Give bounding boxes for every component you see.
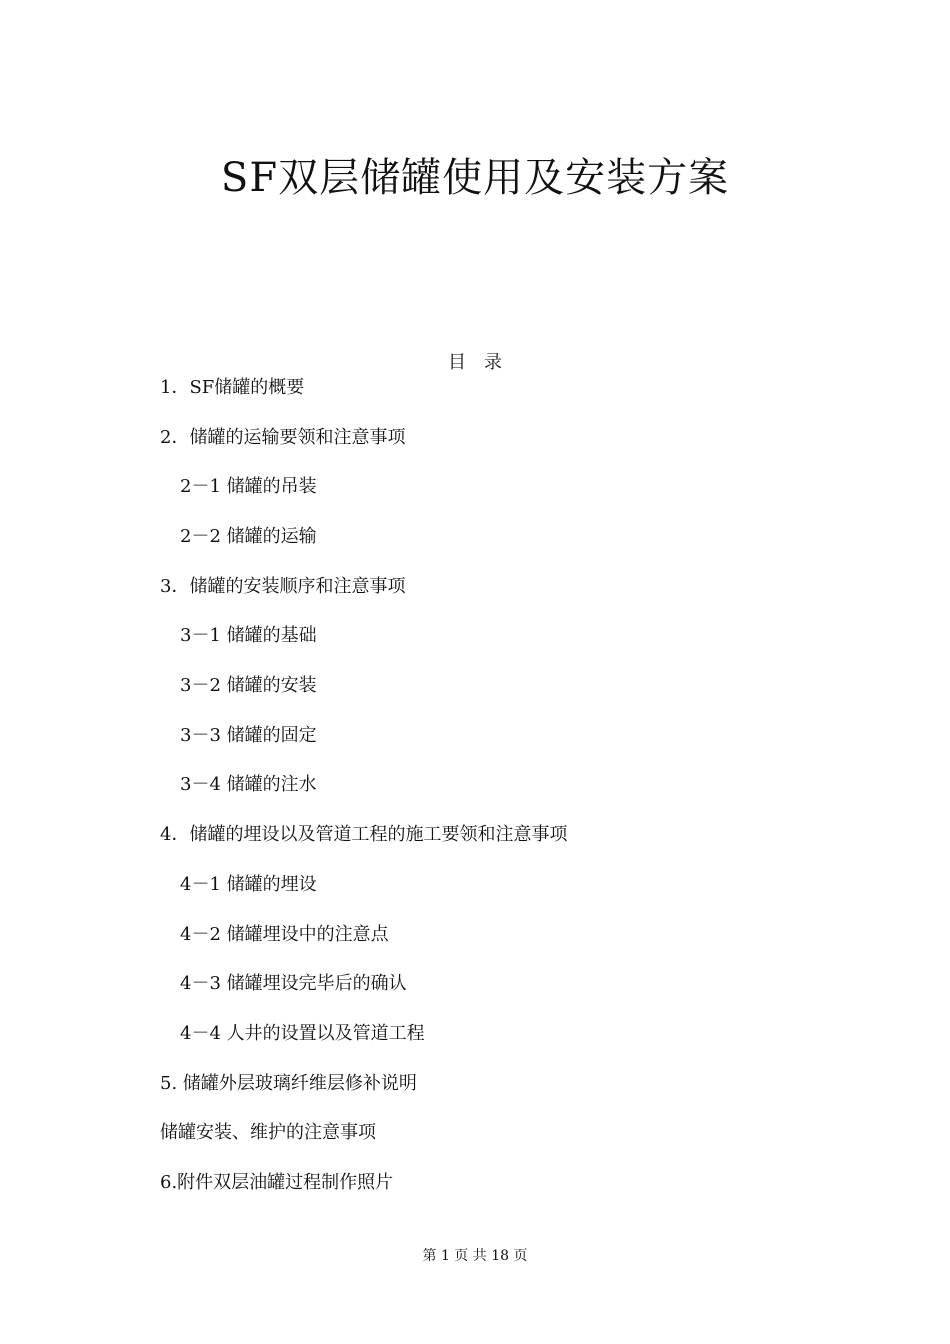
toc-heading: 目 录 bbox=[448, 352, 502, 373]
toc-item: 4－1 储罐的埋设 bbox=[180, 874, 317, 895]
toc-item: 5. 储罐外层玻璃纤维层修补说明 bbox=[160, 1073, 417, 1094]
document-title: SF双层储罐使用及安装方案 bbox=[220, 155, 730, 201]
toc-item: 4－2 储罐埋设中的注意点 bbox=[180, 924, 389, 945]
toc-item: 2－2 储罐的运输 bbox=[180, 526, 317, 547]
toc-item: 3．储罐的安装顺序和注意事项 bbox=[160, 576, 406, 597]
toc-item: 4－3 储罐埋设完毕后的确认 bbox=[180, 973, 407, 994]
toc-item: 6.附件双层油罐过程制作照片 bbox=[160, 1172, 394, 1193]
toc-item: 2－1 储罐的吊装 bbox=[180, 476, 317, 497]
toc-item: 3－4 储罐的注水 bbox=[180, 774, 317, 795]
page-footer: 第 1 页 共 18 页 bbox=[422, 1248, 528, 1264]
toc-item: 3－2 储罐的安装 bbox=[180, 675, 317, 696]
toc-item: 3－1 储罐的基础 bbox=[180, 625, 317, 646]
toc-item: 4．储罐的埋设以及管道工程的施工要领和注意事项 bbox=[160, 824, 568, 845]
toc-item: 3－3 储罐的固定 bbox=[180, 725, 317, 746]
toc-item: 4－4 人井的设置以及管道工程 bbox=[180, 1023, 425, 1044]
toc-item: 2．储罐的运输要领和注意事项 bbox=[160, 427, 406, 448]
toc-item: 储罐安装、维护的注意事项 bbox=[160, 1122, 376, 1143]
toc-item: 1．SF储罐的概要 bbox=[160, 377, 305, 398]
